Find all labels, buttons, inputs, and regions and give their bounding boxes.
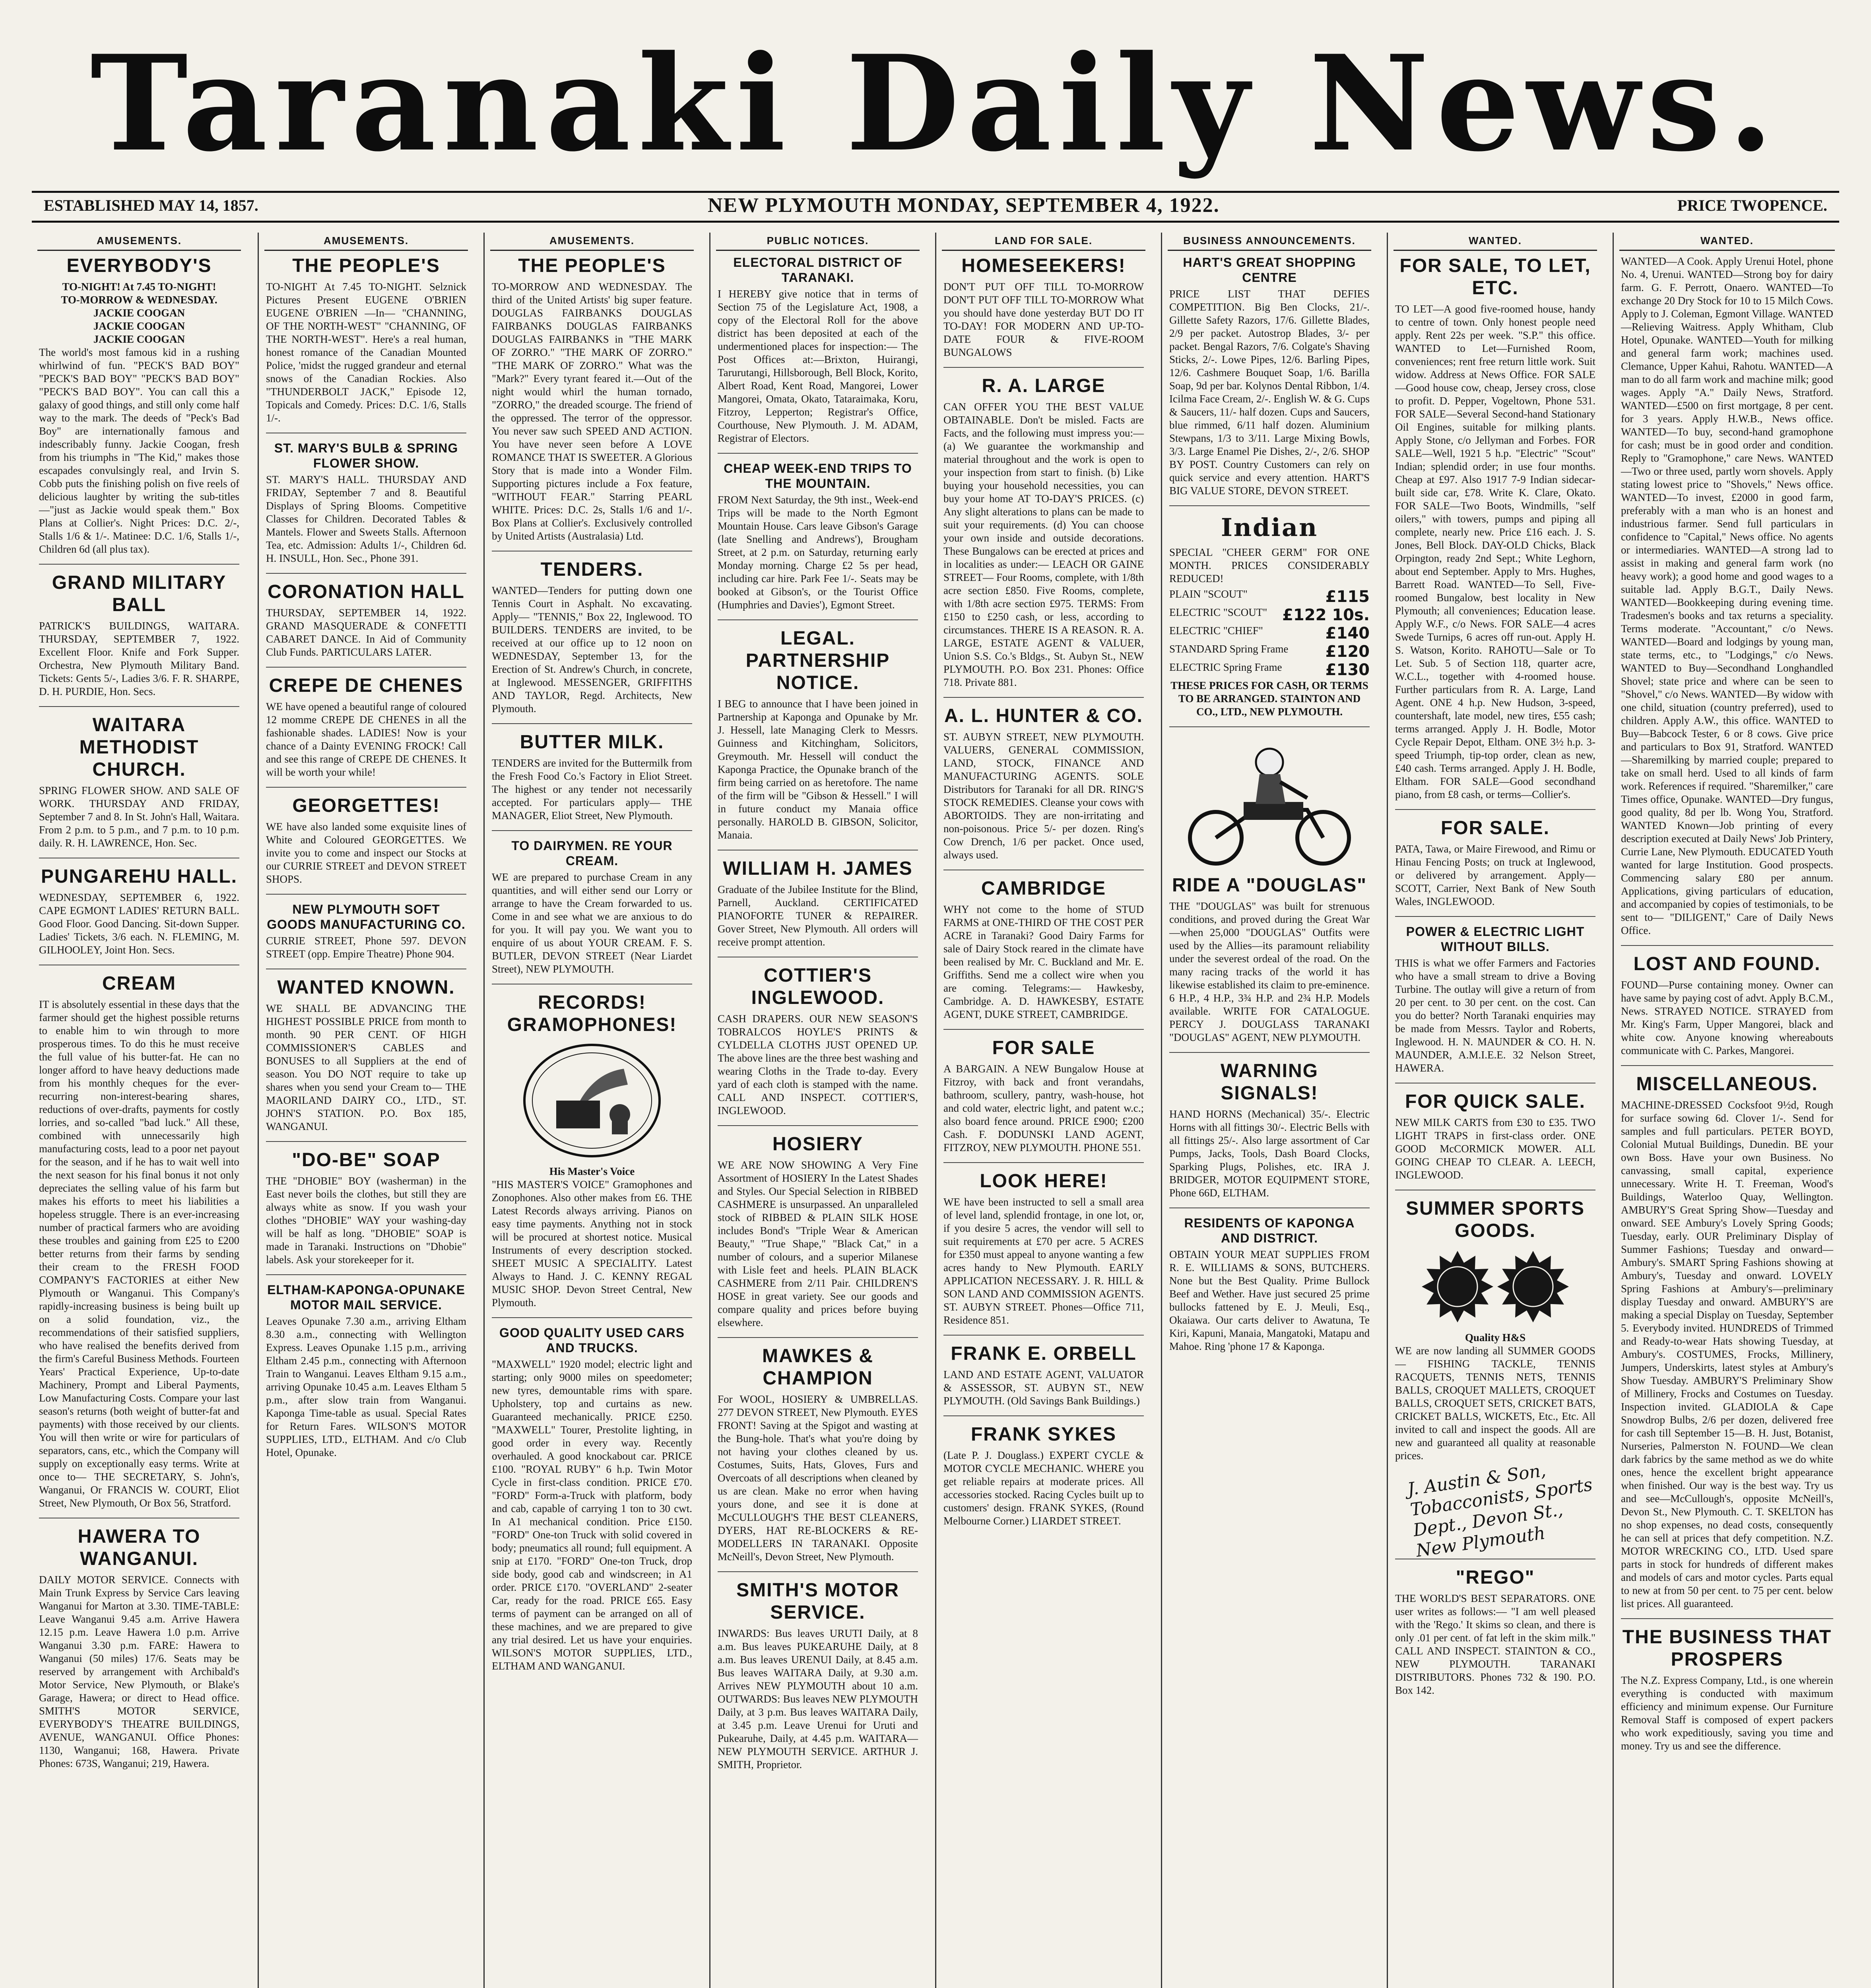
- advertisement: [39, 255, 239, 565]
- ad-body: THURSDAY, SEPTEMBER 14, 1922. GRAND MASQUERADE & CONFETTI CABARET DANCE. In Aid of Community Club Funds. PARTICULARS LATER.: [266, 607, 466, 658]
- column-amusements-1: [32, 233, 246, 1988]
- column-header: LAND FOR SALE.: [942, 233, 1145, 251]
- price-value: £130: [1325, 661, 1370, 679]
- advertisement: [1395, 255, 1595, 810]
- column-wanted: [1613, 233, 1840, 1988]
- price-item: ELECTRIC "CHIEF": [1169, 625, 1263, 637]
- ad-heading: ELECTORAL DISTRICT OF TARANAKI.: [733, 255, 903, 285]
- advertisement: [718, 255, 918, 454]
- ad-body: PRICE LIST THAT DEFIES COMPETITION. Big Ben Clocks, 21/-. Gillette Safety Razors, 17/6. Gillette Blades, 2/9 per packet. Autostrop Blades, 3/- per packet. Bengal Razors, 7/6. Colgate's Shaving Sticks, 2/-. Lowe Pipes, 12/6. Barling Pipes, 12/6. Cashmere Bouquet Soap, 1/6. Barilla Soap, 9d per bar. Kolynos Dental Ribbon, 1/4. Icilma Face Cream, 2/-. English W. & G. Cups & Saucers, 11/- half dozen. Cups and Saucers, blue rimmed, 6/11 half dozen. Aluminium Stewpans, 1/3 to 3/11. Large Mixing Bowls, 3/3. Large Enamel Pie Dishes, 2/-, 2/6. SHOP BY POST. Country Customers can rely on quick service and every attention. HART'S BIG VALUE STORE, DEVON STREET.: [1169, 288, 1370, 497]
- advertisement: [266, 795, 466, 895]
- ad-body: WANTED—Tenders for putting down one Tennis Court in Asphalt. No excavating. Apply— "TENNIS," Box 22, Inglewood. TO BUILDERS. TENDERS are invited, to be received at our office up to 12 noon on WEDNESDAY, September 13, for the Erection of St. Andrew's Church, in concrete, at Inglewood. MESSENGER, GRIFFITHS AND TAYLOR, Regd. Architects, New Plymouth.: [492, 584, 692, 714]
- advertisement: [1621, 953, 1833, 1066]
- ad-body: WANTED—A Cook. Apply Urenui Hotel, phone No. 4, Urenui. WANTED—Strong boy for dairy farm. G. F. Perrott, Onaero. WANTED—To exchange 20 Dry Stock for 10 to 15 Milch Cows. Apply to J. Coleman, Egmont Village. WANTED—Relieving Waitress. Apply Whitham, Club Hotel, Opunake. WANTED—Youth for milking and general farm work; machines used. Clemance, Upper Kahui, Rahotu. WANTED—A man to do all farm work and machine milk; good wages. Apply "A." Daily News, Stratford. WANTED—£500 on first mortgage, 8 per cent. for 3 years. Apply H.W.B., News office. WANTED—To buy, second-hand gramophone for cash; must be in good order and condition. Reply to "Gramophone," care News. WANTED—Two or three used, partly worn shovels. Apply stating lowest price to "Shovels," News office. WANTED—To invest, £2000 in good farm, preferably with a man who is an honest and industrious farmer. Send full particulars in confidence to "Capital," News office. No agents or intermediaries. WANTED—A strong lad to assist in making and general farm work (no heavy work); a good home and good wages to a suitable lad. Apply B.G.T., Daily News. WANTED—Bookkeeping during evening time. Tradesmen's books and tax returns a speciality. Terms moderate. "Accountant," c/o News. WANTED—Board and lodgings by young man, state terms, etc., to "Lodgings," c/o News. WANTED to Buy—Secondhand Longhandled Shovel; state price and where can be seen to "Shovel," c/o News. WANTED—By widow with one child, situation (country preferred), used to children. Apply A.W., this office. WANTED to Buy—Babcock Tester, 6 or 8 cows. Give price and particulars to Box 91, Stratford. WANTED—Sharemilking by married couple; prepared to take on small herd. Used to all kinds of farm work. References if required. "Sharemilker," care Times office, Opunake. WANTED—Dry fungus, good quality, 8d per lb. Wong You, Stratford. WANTED Known—Job printing of every description executed at Daily News' Job Printery, Currie Lane, New Plymouth. EDUCATED Youth wanted for large Institution. Good prospects. Commencing salary £80 per annum. Applications, giving particulars of education, and accompanied by copies of testimonials, to be sent to— "DILIGENT," Care of Daily News Office.: [1621, 255, 1833, 936]
- advertisement: [718, 1579, 918, 1779]
- advertisement: [1169, 255, 1370, 506]
- ad-body: WE SHALL BE ADVANCING THE HIGHEST POSSIBLE PRICE from month to month. 90 PER CENT. OF HIGH COMMISSIONER'S CABLES and BONUSES to all Suppliers at the end of season. You DO NOT require to take up shares when you send your Cream to— THE MAORILAND DAIRY CO., LTD., ST. JOHN'S STATION. P.O. Box 185, WANGANUI.: [266, 1002, 466, 1132]
- column-business-announcements: [1161, 233, 1377, 1988]
- price-item: ELECTRIC "SCOUT": [1169, 606, 1267, 618]
- price-row: [1169, 661, 1370, 679]
- ad-heading: "REGO": [1456, 1567, 1535, 1588]
- ad-body: WEDNESDAY, SEPTEMBER 6, 1922. CAPE EGMONT LADIES' RETURN BALL. Good Floor. Good Dancing. Sit-down Supper. Ladies' Tickets, 3/6 each. N. FLEMING, M. GILHOOLEY, Joint Hon. Secs.: [39, 891, 239, 956]
- advertisement: [943, 878, 1144, 1030]
- ad-heading: BUTTER MILK.: [520, 732, 664, 753]
- ad-heading: CHEAP WEEK-END TRIPS TO THE MOUNTAIN.: [724, 461, 912, 491]
- ad-body: Leaves Opunake 7.30 a.m., arriving Eltham 8.30 a.m., connecting with Wellington Express. Leaves Opunake 1.15 p.m., arriving Eltham 2.45 p.m., connecting with Afternoon Train to Wanganui. Leaves Eltham 9.15 a.m., arriving Opunake 10.45 a.m. Leaves Eltham 5 p.m., after slow train from Wanganui. Kaponga Time-table as usual. Special Rates for Return Fares. WILSON'S MOTOR SUPPLIES, LTD., ELTHAM. And c/o Club Hotel, Opunake.: [266, 1315, 466, 1458]
- price-item: PLAIN "SCOUT": [1169, 588, 1248, 600]
- column-header: WANTED.: [1619, 233, 1835, 251]
- advertisement: [39, 572, 239, 707]
- ad-heading: FOR SALE.: [1440, 817, 1550, 839]
- ad-body: A BARGAIN. A NEW Bungalow House at Fitzroy, with back and front verandahs, bathroom, scullery, pantry, wash-house, hot and cold water, electric light, and patent w.c.; also board fence around. PRICE £900; £200 Cash. F. DODUNSKI LAND AGENT, FITZROY, NEW PLYMOUTH. PHONE 551.: [943, 1063, 1144, 1153]
- ad-body: FROM Next Saturday, the 9th inst., Week-end Trips will be made to the North Egmont Mountain House. Cars leave Gibson's Garage (late Snelling and Andrews'), Brougham Street, at 2 p.m. on Saturday, returning early Monday morning. Charge £2 5s per head, including car hire. Park Fee 1/-. Seats may be booked at Gibson's, or the Tourist Office (Humphries and Davies'), Egmont Street.: [718, 494, 918, 611]
- price-row: [1169, 588, 1370, 606]
- column-header: PUBLIC NOTICES.: [716, 233, 920, 251]
- column-header: AMUSEMENTS.: [37, 233, 241, 251]
- advertisement: [1395, 1567, 1595, 1705]
- ad-heading: THE PEOPLE'S: [292, 255, 440, 276]
- advertisement: [1395, 1091, 1595, 1190]
- ad-body: WE have opened a beautiful range of coloured 12 momme CREPE DE CHENES in all the fashionable shades. LADIES! Now is your chance of a Dainty EVENING FROCK! Call and see this range of CREPE DE CHENES. It will be worth your while!: [266, 701, 466, 778]
- logo-caption: His Master's Voice: [549, 1165, 635, 1177]
- ad-body: ST. MARY'S HALL. THURSDAY AND FRIDAY, September 7 and 8. Beautiful Displays of Spring Blooms. Competitive Classes for Children. Decorated Tables & Mantels. Flower and Sweets Stalls. Afternoon Tea, etc. Admission: Adults 1/-, Children 6d. H. INSULL, Hon. Sec., Phone 391.: [266, 474, 466, 564]
- price-item: STANDARD Spring Frame: [1169, 643, 1289, 655]
- ad-body: MACHINE-DRESSED Cocksfoot 9½d, Rough for surface sowing 6d. Clover 1/-. Send for samples and full particulars. PETER BOYD, Colonial Mutual Buildings, Dunedin. BE your own Boss. Have your own Business. No canvassing, small capital, experience unnecessary. Write H. T. Freeman, Wood's Buildings, Waterloo Quay, Wellington. AMBURY'S Great Spring Show—Tuesday and onward. SEE Ambury's Lovely Spring Goods; Tuesday, early. OUR Preliminary Display of Summer Fashions; Tuesday and onward—Ambury's. SMART Spring Fashions showing at Ambury's, Tuesday and onward. LOVELY Spring Fashions at Ambury's—preliminary display Tuesday and onward. AMBURY'S are making a special Display on Tuesday, September 5. Everybody invited. HUNDREDS of Trimmed and Ready-to-wear Hats showing Tuesday, at Ambury's. COSTUMES, Frocks, Millinery, Jumpers, Underskirts, latest styles at Ambury's Show Tuesday. AMBURY'S Preliminary Show of Millinery, Frocks and Costumes on Tuesday. Inspection invited. GLADIOLA & Cape Snowdrop Bulbs, 2/6 per dozen, delivered free for cash till September 15—B. H. Just, Botanist, Nurseries, Palmerston N. FOUND—We clean dark fabrics by the same method as we do white ones, hence the excellent bright appearance when finished. Our way is the best way. Try us and see—McCullough's, opposite McNeill's, Devon St., New Plymouth. C. T. SKELTON has no shop expenses, no dead costs, consequently he can sell at prices that defy competition. N.Z. MOTOR WRECKING CO., LTD. Used spare parts in stock for hundreds of different makes and models of cars and motor cycles. Parts equal to new at from 50 per cent. to 75 per cent. below list prices. All guaranteed.: [1621, 1099, 1833, 1609]
- ad-body: WE have also landed some exquisite lines of White and Coloured GEORGETTES. We invite you to come and inspect our Stocks at our CURRIE STREET and DEVON STREET SHOPS.: [266, 821, 466, 885]
- ad-body: INWARDS: Bus leaves URUTI Daily, at 8 a.m. Bus leaves PUKEARUHE Daily, at 8 a.m. Bus leaves URENUI Daily, at 8.45 a.m. Bus leaves WAITARA Daily, at 9.30 a.m. Arrives NEW PLYMOUTH about 10 a.m. OUTWARDS: Bus leaves NEW PLYMOUTH Daily, at 3 p.m. Bus leaves WAITARA Daily, at 3.45 p.m. Leave Urenui for Uruti and Pukearuhe, Daily, at 4.45 p.m. WAITARA—NEW PLYMOUTH SERVICE. ARTHUR J. SMITH, Proprietor.: [718, 1627, 918, 1771]
- ad-body: TO LET—A good five-roomed house, handy to centre of town. Only honest people need apply. Rent 22s per week. "S.P." this office. WANTED to Let—Furnished Room, conveniences; rent free return little work. Suit widow. Address at News Office. FOR SALE—Good house cow, cheap, Jersey cross, close to profit. D. Pepper, Vogeltown, Phone 531. FOR SALE—Several Second-hand Stationary Oil Engines, suitable for milking plants. Apply Stone, c/o Jellyman and Forbes. FOR SALE—Well, 1921 5 h.p. "Electric" "Scout" Indian; splendid order; in use four months. Cheap at £97. Also 1917 7-9 Indian sidecar-built side car, £78. Write K. Clare, Okato. FOR SALE—Two Boots, Windmills, "self oilers," with towers, pumps and piping all complete, nearly new. Price £16 each. J. S. Jones, Bell Block. DAY-OLD Chicks, Black Orpington, ready 2nd Sept.; White Leghorn, about end September. Apply to Mrs. Hughes, Barrett Road. WANTED—To Sell, Five-roomed Bungalow, best locality in New Plymouth; all conveniences; Education lease. Apply W.F., c/o News. FOR SALE—4 acres Swede Turnips, 6 acres off run-out. Apply H. S. Watson, Korito. RAHOTU—Sale or To Let. Sub. 5 of Section 118, quarter acre, W.C.L., together with 4-roomed house. Further particulars from R. A. Large, Land Agent. ONE 4 h.p. New Hudson, 3-speed, countershaft, late model, new tires, £55 cash; terms arranged. Apply J. H. Bodle, Motor Cycle Repair Depot, Eltham. ONE 3½ h.p. 3-speed Triumph, tip-top order, clean as new, £40 cash. Terms arranged. Apply J. H. Bodle, Eltham. FOR SALE—Good secondhand piano, from £8 cash, or terms—Collier's.: [1395, 303, 1595, 800]
- ad-heading: CREAM: [102, 973, 176, 994]
- advertisement: [39, 1526, 239, 1778]
- ad-body: THIS is what we offer Farmers and Factories who have a small stream to drive a Boving Turbine. The outlay will give a return of from 20 per cent. to 30 per cent. on the cost. Can you do better? North Taranaki enquiries may be made from Messrs. Taylor and Roberts, Inglewood. H. N. MAUNDER & CO. H. N. MAUNDER, A.M.I.E.E. 32 Nelson Street, HAWERA.: [1395, 957, 1595, 1074]
- ad-line: TO-MORROW & WEDNESDAY.: [61, 294, 217, 306]
- ad-heading: PUNGAREHU HALL.: [41, 866, 237, 887]
- ad-body: IT is absolutely essential in these days that the farmer should get the highest possible returns to enable him to win through to more prosperous times. To do this he must receive the full value of his butter-fat. He can no longer afford to have heavy deductions made from his monthly cheques for the ever-recurring non-interest-bearing shares, reductions of over-drafts, payments for costly lorries, and so-called "bad luck." All these, combined with unnecessarily high manufacturing costs, lead to a poor net payout for the season, and if he has to wait well into the next season for his final bonus it not only depreciates the selling value of his farm but makes his efforts to meet his liabilities a hopeless struggle. There is an ever-increasing number of practical farmers who are avoiding these troubles and gaining from £25 to £200 better returns from their farms by sending their cream to the FRESH FOOD COMPANY'S FACTORIES at either New Plymouth or Wanganui. This Company's rapidly-increasing business is being built up on a solid foundation, viz., the recommendations of their satisfied suppliers, who have realised the benefits derived from the firm's Careful Business Methods. Fourteen Years' Practical Experience, Up-to-date Machinery, Prompt and Liberal Payments, Low Manufacturing Costs. Compare your last season's returns (both weight of butter-fat and payments) with those received by our clients. You will then write or wire for particulars of separators, cans, etc., which the Company will supply on exceptionally easy terms. Write at once to— THE SECRETARY, S. John's, Wanganui, Or FRANCIS W. COURT, Eliot Street, New Plymouth, Or Box 56, Stratford.: [39, 998, 239, 1509]
- advertisement: [718, 461, 918, 620]
- ad-heading: FRANK SYKES: [970, 1424, 1117, 1445]
- ad-heading: COTTIER'S INGLEWOOD.: [751, 965, 885, 1008]
- ad-body: TO-MORROW AND WEDNESDAY. The third of the United Artists' big super feature. DOUGLAS FAIRBANKS DOUGLAS FAIRBANKS DOUGLAS FAIRBANKS DOUGLAS FAIRBANKS in "THE MARK OF ZORRO." "THE MARK OF ZORRO." "THE MARK OF ZORRO." What was the "Mark?" Every tyrant feared it.—Out of the night would whirl the human tornado, "ZORRO," the dreaded scourge. The friend of the oppressed. The terror of the oppressor. You never saw such SPEED AND ACTION. You have never seen before A LOVE ROMANCE THAT IS SWEETER. A Glorious Story that is made into a Wonder Film. Supporting pictures include a Fox feature, "WITHOUT FEAR." Starring PEARL WHITE. Prices: D.C. 2s, Stalls 1/6 and 1/-. Box Plans at Collier's. Exclusively controlled by United Artists (Australasia) Ltd.: [492, 281, 692, 542]
- ad-body: CAN OFFER YOU THE BEST VALUE OBTAINABLE. Don't be misled. Facts are Facts, and the following must impress you:— (a) We guarantee the workmanship and material throughout and the work is open to your inspection from start to finish. (b) Like buying your household necessities, you can buy your home AT TO-DAY'S PRICES. (c) Any slight alterations to plans can be made to suit your requirements. (d) You can choose your own inside and outside decorations. These Bungalows can be erected at prices and in localities as under:— LEACH OR GAINE STREET— Four Rooms, complete, with 1/8th acre section £850. Five Rooms, complete, with 1/8th acre section £975. TERMS: From £150 to £250 cash, or less, according to circumstances. THERE IS A REASON. R. A. LARGE, ESTATE AGENT & VALUER, Union S.S. Co.'s Bldgs., St. Aubyn St., NEW PLYMOUTH. P.O. Box 231. Phones: Office 718. Private 881.: [943, 401, 1144, 688]
- ad-heading: WAITARA METHODIST CHURCH.: [79, 714, 199, 780]
- ad-heading: MISCELLANEOUS.: [1636, 1074, 1818, 1095]
- advertisement: [266, 902, 466, 969]
- ad-heading: GRAND MILITARY BALL: [52, 572, 227, 615]
- ad-heading: HOSIERY: [772, 1134, 864, 1155]
- column-header: WANTED.: [1394, 233, 1597, 251]
- ad-footer: THESE PRICES FOR CASH, OR TERMS TO BE ARRANGED. STAINTON AND CO., LTD., NEW PLYMOUTH.: [1170, 679, 1368, 718]
- advertisement: [39, 714, 239, 858]
- issue-price: PRICE TWOPENCE.: [1677, 196, 1827, 214]
- advertisement: [492, 731, 692, 831]
- ad-heading: HAWERA TO WANGANUI.: [78, 1526, 201, 1569]
- advertisement: [943, 255, 1144, 368]
- ad-body: TO-NIGHT At 7.45 TO-NIGHT. Selznick Pictures Present EUGENE O'BRIEN EUGENE O'BRIEN —In— "CHANNING, OF THE NORTH-WEST" "CHANNING, OF THE NORTH-WEST". Here's a real human, honest romance of the Canadian Mounted Police, 'midst the rugged grandeur and eternal snows of the Canadian Rockies. Also "THUNDERBOLT JACK," Episode 12, Topicals and Comedy. Prices: D.C. 1/6, Stalls 1/-.: [266, 281, 466, 424]
- advertisement: [943, 1170, 1144, 1336]
- issue-date: NEW PLYMOUTH MONDAY, SEPTEMBER 4, 1922.: [708, 194, 1220, 217]
- column-amusements-3: [483, 233, 699, 1988]
- ad-body: CURRIE STREET, Phone 597. DEVON STREET (opp. Empire Theatre) Phone 904.: [266, 935, 466, 960]
- advertisement: [1169, 1060, 1370, 1208]
- advertisement: [943, 1423, 1144, 1536]
- advertisement: [1169, 1215, 1370, 1361]
- ad-heading: RIDE A "DOUGLAS": [1172, 875, 1367, 896]
- ad-heading: LOOK HERE!: [980, 1171, 1108, 1192]
- newspaper-title: Taranaki Daily News.: [90, 26, 1781, 181]
- price-value: £120: [1325, 643, 1370, 661]
- ad-heading: WANTED KNOWN.: [277, 977, 455, 998]
- ad-heading: ST. MARY'S BULB & SPRING FLOWER SHOW.: [274, 441, 458, 470]
- advertisement: [943, 705, 1144, 870]
- column-land-for-sale: [935, 233, 1151, 1988]
- masthead: [32, 16, 1839, 191]
- advertisement: [266, 581, 466, 668]
- ad-heading: FOR SALE: [992, 1037, 1095, 1058]
- column-wanted-for-sale: [1387, 233, 1603, 1988]
- ad-line: JACKIE COOGAN: [93, 320, 185, 332]
- ad-heading: CAMBRIDGE: [981, 878, 1106, 899]
- ad-body: WE are prepared to purchase Cream in any quantities, and will either send our Lorry or arrange to have the Cream forwarded to us. Come in and see what we are anxious to do for you. It will pay you. We want you to enquire of us about YOUR CREAM. F. S. BUTLER, DEVON STREET (Near Liardet Street), NEW PLYMOUTH.: [492, 871, 692, 975]
- ad-body: CASH DRAPERS. OUR NEW SEASON'S TOBRALCOS HOYLE'S PRINTS & CYLDELLA CLOTHS JUST OPENED UP. The above lines are the three best washing and wearing Cloths in the Trade to-day. Every yard of each cloth is stamped with the name. CALL AND INSPECT. COTTIER'S, INGLEWOOD.: [718, 1013, 918, 1116]
- advertisement: [492, 559, 692, 724]
- ad-line: JACKIE COOGAN: [93, 333, 185, 345]
- ad-body: The world's most famous kid in a rushing whirlwind of fun. "PECK'S BAD BOY" "PECK'S BAD BOY" "PECK'S BAD BOY" "PECK'S BAD BOY". You can call this a galaxy of good things, and still only come half way to the mark. The deeds of "Peck's Bad Boy" are internationally famous and indescribably funny. Jackie Coogan, fresh from his triumphs in "The Kid," makes those escapades convulsingly real, and Irvin S. Cobb puts the finishing polish on five reels of delicious laughter by writing the sub-titles—"just as Jackie would speak them." Box Plans at Collier's. Night Prices: D.C. 2/-, Stalls 1/6 & 1/-. Matinee: D.C. 1/6, Stalls 1/-, Children 6d (all plus tax).: [39, 346, 239, 555]
- ad-heading: SMITH'S MOTOR SERVICE.: [736, 1580, 899, 1623]
- ad-body: WE have been instructed to sell a small area of level land, splendid frontage, in one lot, or, if you desire 5 acres, the vendor will sell to suit requirements at £70 per acre. 5 ACRES for £350 must appeal to anyone wanting a few acres handy to New Plymouth. EARLY APPLICATION NECESSARY. J. R. HILL & SON LAND AND COMMISSION AGENTS. ST. AUBYN STREET. Phones—Office 711, Residence 851.: [943, 1196, 1144, 1326]
- ad-body: PATA, Tawa, or Maire Firewood, and Rimu or Hinau Fencing Posts; on truck at Inglewood, or delivered by arrangement. Apply— SCOTT, Carrier, Next Bank of New South Wales, INGLEWOOD.: [1395, 843, 1595, 907]
- price-row: [1169, 624, 1370, 643]
- price-value: £122 10s.: [1282, 606, 1370, 624]
- advertisement: [266, 441, 466, 574]
- column-header: BUSINESS ANNOUNCEMENTS.: [1168, 233, 1371, 251]
- advertisement: [1169, 734, 1370, 1053]
- ad-body: I BEG to announce that I have been joined in Partnership at Kaponga and Opunake by Mr. J. Hessell, late Managing Clerk to Messrs. Guinness and Kitchingham, Solicitors, Greymouth. Mr. Hessell will conduct the Kaponga Practice, the Opunake branch of the firm being carried on as heretofore. The name of the firm will be "Gibson & Hessell." I will in future conduct my Manaia office personally. HAROLD B. GIBSON, Solicitor, Manaia.: [718, 698, 918, 841]
- ad-body: Graduate of the Jubilee Institute for the Blind, Parnell, Auckland. CERTIFICATED PIANOFORTE TUNER & REPAIRER. Gover Street, New Plymouth. All orders will receive prompt attention.: [718, 883, 918, 948]
- ad-line: JACKIE COOGAN: [93, 307, 185, 319]
- advertisement: [266, 255, 466, 433]
- ad-body: OBTAIN YOUR MEAT SUPPLIES FROM R. E. WILLIAMS & SONS, BUTCHERS. None but the Best Quality. Prime Bullock Beef and Wether. Have just secured 25 prime bullocks fattened by E. J. Meuli, Esq., Okaiawa. Our carts deliver to Awatuna, Te Kiri, Kapuni, Manaia, Mangatoki, Matapu and Mahoe. Ring 'phone 17 & Kaponga.: [1169, 1248, 1370, 1352]
- ad-body: THE "DHOBIE" BOY (washerman) in the East never boils the clothes, but still they are always white as snow. If you wash your clothes "DHOBIE" WAY your washing-day will be half as long. "DHOBIE" SOAP is made in Taranaki. Instructions on "Dhobie" labels. Ask your storekeeper for it.: [266, 1175, 466, 1266]
- ad-heading: RESIDENTS OF KAPONGA AND DISTRICT.: [1184, 1216, 1355, 1245]
- advertisement: [1621, 1626, 1833, 1761]
- advertisement: [718, 965, 918, 1126]
- ad-heading: GOOD QUALITY USED CARS AND TRUCKS.: [499, 1326, 685, 1355]
- ad-heading: HOMESEEKERS!: [961, 255, 1126, 276]
- price-value: £140: [1325, 624, 1370, 643]
- ad-body: The N.Z. Express Company, Ltd., is one wherein everything is conducted with maximum efficiency and minimum expense. Our Furniture Removal Staff is composed of expert packers who work expeditiously, saving you time and money. Try us and see the difference.: [1621, 1674, 1833, 1752]
- price-item: ELECTRIC Spring Frame: [1169, 661, 1282, 673]
- ad-body: "MAXWELL" 1920 model; electric light and starting; only 9000 miles on speedometer; new tyres, demountable rims with spare. Upholstery, top and curtains as new. Guaranteed mechanically. PRICE £250. "MAXWELL" Tourer, Prestolite lighting, in good order in every way. Recently overhauled. A good knockabout car. PRICE £100. "ROYAL RUBY" 6 h.p. Twin Motor Cycle in first-class condition. PRICE £70. "FORD" Form-a-Truck with platform, body and cab, capable of carrying 1 ton to 30 cwt. In A1 mechanical condition. Price £150. "FORD" One-ton Truck with solid covered in body; pneumatics all round; full equipment. A snip at £170. "FORD" One-ton Truck, drop side body, good cab and windscreen; in A1 order. PRICE £170. "OVERLAND" 2-seater Car, ready for the road. PRICE £65. Easy terms of payment can be arranged on all of these machines, and we are prepared to give any trial desired. Let us have your enquiries. WILSON'S MOTOR SUPPLIES, LTD., ELTHAM AND WANGANUI.: [492, 1358, 692, 1672]
- ad-body: I HEREBY give notice that in terms of Section 75 of the Legislature Act, 1908, a copy of the Electoral Roll for the above district has been deposited at each of the undermentioned places for inspection:— The Post Offices at:—Brixton, Huirangi, Tarurutangi, Hillsborough, Bell Block, Korito, Albert Road, Kent Road, Mangorei, Lower Mangorei, Omata, Okato, Tataraimaka, Koru, Fitzroy, Lepperton; Registrar's Office, Courthouse, New Plymouth. J. M. ADAM, Registrar of Electors.: [718, 288, 918, 444]
- ad-heading: Indian: [1221, 513, 1318, 542]
- price-row: [1169, 643, 1370, 661]
- ad-heading: ELTHAM-KAPONGA-OPUNAKE MOTOR MAIL SERVICE.: [267, 1283, 465, 1312]
- ad-body: For WOOL, HOSIERY & UMBRELLAS. 277 DEVON STREET, New Plymouth. EYES FRONT! Saving at the Spigot and wasting at the Bung-hole. That's what you're doing by not having your clothes cleaned by us. Costumes, Suits, Hats, Gloves, Furs and Overcoats of all descriptions when cleaned by us are clean. Make no error when having yours done, and see it is done at McCULLOUGH'S THE BEST CLEANERS, DYERS, HAT RE-BLOCKERS & RE-MODELLERS IN TARANAKI. Opposite McNeill's, Devon Street, New Plymouth.: [718, 1393, 918, 1563]
- ad-heading: THE BUSINESS THAT PROSPERS: [1622, 1627, 1832, 1670]
- ad-heading: TO DAIRYMEN. RE YOUR CREAM.: [511, 839, 673, 868]
- advertisement: [1395, 817, 1595, 917]
- handwritten-signature: J. Austin & Son, Tobacconists, Sports Dept., Devon St., New Plymouth: [1406, 1460, 1594, 1561]
- ad-heading: WARNING SIGNALS!: [1221, 1060, 1318, 1104]
- ad-body: WE are now landing all SUMMER GOODS— FISHING TACKLE, TENNIS RACQUETS, TENNIS NETS, TENNIS BALLS, CROQUET MALLETS, CROQUET BALLS, CROQUET SETS, CRICKET BATS, CRICKET BALLS, WICKETS, Etc., Etc. All invited to call and inspect the goods. All are new and guaranteed all quality at reasonable prices.: [1395, 1345, 1595, 1462]
- ad-line: TO-NIGHT! At 7.45 TO-NIGHT!: [62, 281, 216, 293]
- ad-body: WE ARE NOW SHOWING A Very Fine Assortment of HOSIERY In the Latest Shades and Styles. Our Special Selection in RIBBED CASHMERE is unsurpassed. An unparalleled stock of RIBBED & PLAIN SILK HOSE includes Bond's "Triple Wear & American Beauty," "True Shape," "Black Cat," in a number of colours, and a superior Milanese with Lisle feet and heels. PLAIN BLACK CASHMERE from 2/11 Pair. CHILDREN'S HOSE in great variety. See our goods and compare quality and prices before buying elsewhere.: [718, 1159, 918, 1328]
- advertisement: [266, 675, 466, 788]
- quality-star-logo: [1420, 1247, 1571, 1326]
- ad-body: SPECIAL "CHEER GERM" FOR ONE MONTH. PRICES CONSIDERABLY REDUCED!: [1169, 546, 1370, 584]
- ad-heading: A. L. HUNTER & CO.: [944, 705, 1143, 726]
- advertisement: [718, 1345, 918, 1572]
- ad-heading: FRANK E. ORBELL: [951, 1343, 1137, 1364]
- ad-body: FOUND—Purse containing money. Owner can have same by paying cost of advt. Apply B.C.M., News. STRAYED NOTICE. STRAYED from Mr. King's Farm, Upper Mangorei, black and white cow. Anyone knowing whereabouts communicate with C. Parkes, Mangorei.: [1621, 979, 1833, 1056]
- advertisement: [1621, 255, 1833, 946]
- ad-heading: HART'S GREAT SHOPPING CENTRE: [1183, 255, 1356, 285]
- columns: [32, 233, 1839, 1988]
- ad-heading: MAWKES & CHAMPION: [762, 1345, 873, 1389]
- advertisement: [943, 375, 1144, 698]
- price-value: £115: [1325, 588, 1370, 606]
- ad-body: WHY not come to the home of STUD FARMS at ONE-THIRD OF THE COST PER ACRE in Taranaki? Good Dairy Farms for sale of Dairy Stock reared in the climate have been realised by Mr. C. Buckland and Mr. E. Griffiths. Send me a collect wire when you are coming. Telegrams:— Hawkesby, Cambridge. A. D. HAWKESBY, ESTATE AGENT, DUKE STREET, CAMBRIDGE.: [943, 903, 1144, 1020]
- advertisement: [1169, 513, 1370, 727]
- ad-body: DON'T PUT OFF TILL TO-MORROW DON'T PUT OFF TILL TO-MORROW What you should have done yesterday BUT DO IT TO-DAY! FOR MODERN AND UP-TO-DATE FOUR & FIVE-ROOM BUNGALOWS: [943, 281, 1144, 358]
- his-masters-voice-logo: [520, 1041, 664, 1160]
- ad-heading: FOR QUICK SALE.: [1405, 1091, 1586, 1112]
- advertisement: [492, 992, 692, 1318]
- advertisement: [718, 1133, 918, 1338]
- ad-heading: SUMMER SPORTS GOODS.: [1405, 1198, 1585, 1241]
- ad-heading: RECORDS! GRAMOPHONES!: [507, 992, 677, 1035]
- advertisement: [1395, 1198, 1595, 1559]
- ad-heading: LOST AND FOUND.: [1633, 953, 1821, 975]
- advertisement: [943, 1037, 1144, 1163]
- advertisement: [39, 973, 239, 1518]
- ad-heading: CORONATION HALL: [268, 581, 465, 602]
- ad-body: SPRING FLOWER SHOW. AND SALE OF WORK. THURSDAY AND FRIDAY, September 7 and 8. In St. John's Hall, Waitara. From 2 p.m. to 5 p.m., and 7 p.m. to 10 p.m. daily. R. H. LAWRENCE, Hon. Sec.: [39, 784, 239, 849]
- ad-body: (Late P. J. Douglass.) EXPERT CYCLE & MOTOR CYCLE MECHANIC. WHERE you get reliable repairs at moderate prices. All accessories stocked. Racing Cycles built up to customers' design. FRANK SYKES, (Round Melbourne Corner.) LIARDET STREET.: [943, 1449, 1144, 1527]
- ad-body: ST. AUBYN STREET, NEW PLYMOUTH. VALUERS, GENERAL COMMISSION, LAND, STOCK, FINANCE AND MANUFACTURING AGENTS. SOLE Distributors for Taranaki for all DR. RING'S STOCK REMEDIES. Cleanse your cows with ABORTOIDS. They are non-irritating and non-poisonous. Price 5/- per dozen. Ring's Cow Drench, 1/6 per packet. Once used, always used.: [943, 731, 1144, 861]
- ad-heading: EVERYBODY'S: [66, 255, 212, 276]
- advertisement: [492, 1325, 692, 1681]
- ad-body: HAND HORNS (Mechanical) 35/-. Electric Horns with all fittings 30/-. Electric Bells with all fittings 25/-. Also large assortment of Car Pumps, Jacks, Tools, Dash Board Clocks, Sparking Plugs, Polishes, etc. IRA J. BRIDGER, MOTOR EQUIPMENT STORE, Phone 66D, ELTHAM.: [1169, 1108, 1370, 1199]
- price-row: [1169, 606, 1370, 624]
- ad-body: LAND AND ESTATE AGENT, VALUATOR & ASSESSOR, ST. AUBYN ST., NEW PLYMOUTH. (Old Savings Bank Buildings.): [943, 1369, 1144, 1407]
- advertisement: [1621, 1073, 1833, 1619]
- ad-heading: LEGAL. PARTNERSHIP NOTICE.: [745, 628, 890, 693]
- ad-heading: POWER & ELECTRIC LIGHT WITHOUT BILLS.: [1406, 924, 1585, 954]
- ad-heading: TENDERS.: [540, 559, 644, 580]
- ad-heading: WILLIAM H. JAMES: [723, 858, 913, 879]
- advertisement: [943, 1343, 1144, 1416]
- ad-heading: GEORGETTES!: [292, 795, 440, 816]
- advertisement: [492, 255, 692, 551]
- column-amusements-2: [258, 233, 474, 1988]
- advertisement: [718, 627, 918, 850]
- advertisement: [492, 838, 692, 984]
- dateline-bar: [32, 191, 1839, 223]
- ad-body: "HIS MASTER'S VOICE" Gramophones and Zonophones. Also other makes from £6. THE Latest Records always arriving. Pianos on easy time payments. Anything not in stock will be procured at shortest notice. Musical Instruments of every description stocked. SHEET MUSIC A SPECIALITY. Latest Always to Hand. J. C. KENNY REGAL MUSIC SHOP. Devon Street Central, New Plymouth.: [492, 1178, 692, 1309]
- ad-heading: THE PEOPLE'S: [518, 255, 666, 276]
- price-list: [1169, 588, 1370, 679]
- ad-heading: "DO-BE" SOAP: [292, 1149, 441, 1171]
- advertisement: [266, 977, 466, 1142]
- advertisement: [1395, 924, 1595, 1083]
- ad-heading: R. A. LARGE: [982, 375, 1106, 396]
- ad-body: PATRICK'S BUILDINGS, WAITARA. THURSDAY, SEPTEMBER 7, 1922. Excellent Floor. Knife and Fork Supper. Orchestra, New Plymouth Military Band. Tickets: Gents 5/-, Ladies 3/6. F. R. SHARPE, D. H. PURDIE, Hon. Secs.: [39, 620, 239, 697]
- ad-heading: NEW PLYMOUTH SOFT GOODS MANUFACTURING CO.: [267, 902, 466, 932]
- ad-body: DAILY MOTOR SERVICE. Connects with Main Trunk Express by Service Cars leaving Wanganui for Marton at 3.30. TIME-TABLE: Leave Wanganui 9.45 a.m. Arrive Hawera 12.15 p.m. Leave Hawera 1.0 p.m. Arrive Wanganui 3.30 p.m. FARE: Hawera to Wanganui (50 miles) 17/6. Seats may be reserved by arrangement with Archibald's Motor Service, New Plymouth, or Blake's Garage, Hawera; or direct to Head office. SMITH'S MOTOR SERVICE, EVERYBODY'S THEATRE BUILDINGS, AVENUE, WANGANUI. Office Phones: 1130, Wanganui; 168, Hawera. Private Phones: 673S, Wanganui; 219, Hawera.: [39, 1574, 239, 1769]
- ad-heading: CREPE DE CHENES: [269, 675, 464, 696]
- ad-body: NEW MILK CARTS from £30 to £35. TWO LIGHT TRAPS in first-class order. ONE GOOD McCORMICK MOWER. ALL GOING CHEAP TO CLEAR. A. LEECH, INGLEWOOD.: [1395, 1116, 1595, 1181]
- ad-body: THE WORLD'S BEST SEPARATORS. ONE user writes as follows:— "I am well pleased with the 'Rego.' It skims so clean, and there is only .01 per cent. of fat left in the skim milk." CALL AND INSPECT. STAINTON & CO., NEW PLYMOUTH. TARANAKI DISTRIBUTORS. Phones 732 & 190. P.O. Box 142.: [1395, 1592, 1595, 1696]
- ad-body: TENDERS are invited for the Buttermilk from the Fresh Food Co.'s Factory in Eliot Street. The highest or any tender not necessarily accepted. For particulars apply— THE MANAGER, Eliot Street, New Plymouth.: [492, 757, 692, 821]
- advertisement: [39, 866, 239, 965]
- logo-caption: Quality H&S: [1465, 1332, 1526, 1343]
- advertisement: [718, 858, 918, 957]
- column-header: AMUSEMENTS.: [490, 233, 694, 251]
- motorcycle-rider-illustration: [1176, 734, 1363, 870]
- column-public-notices: [709, 233, 925, 1988]
- ad-heading: FOR SALE, TO LET, ETC.: [1399, 255, 1591, 299]
- ad-body: THE "DOUGLAS" was built for strenuous conditions, and proved during the Great War—when 25,000 "DOUGLAS" Outfits were used by the Allies—its paramount reliability under the severest ordeal of the road. On the many racing tracks of the world it has likewise established its claim to pre-eminence. 6 H.P., 4 H.P., 3¾ H.P. and 2¾ H.P. Models available. WRITE FOR CATALOGUE. PERCY J. DOUGLASS TARANAKI "DOUGLAS" AGENT, NEW PLYMOUTH.: [1169, 900, 1370, 1043]
- column-header: AMUSEMENTS.: [264, 233, 468, 251]
- advertisement: [266, 1149, 466, 1275]
- established-date: ESTABLISHED MAY 14, 1857.: [44, 196, 258, 214]
- advertisement: [266, 1282, 466, 1467]
